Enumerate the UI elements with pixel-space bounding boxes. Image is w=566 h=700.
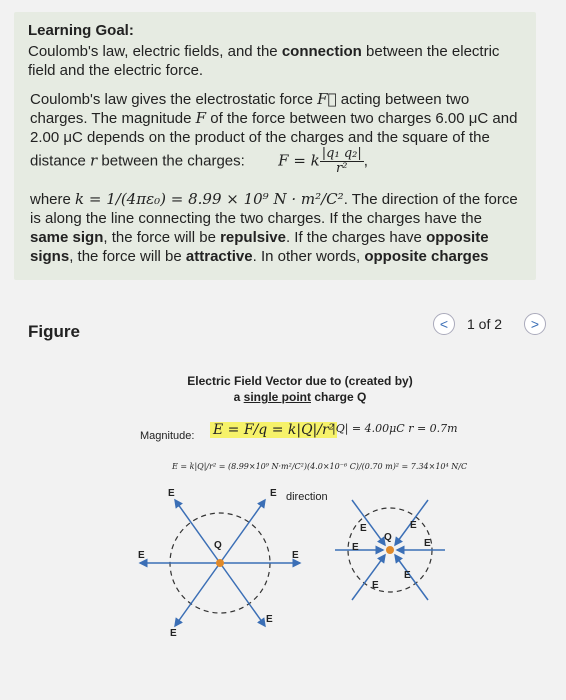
k-constant: k = 1/(4πε₀) = 8.99 × 10⁹ N · m²/C²: [75, 190, 344, 208]
charge-dot: [216, 559, 224, 567]
charge-value: |Q| = 4.00μC r = 0.7m: [332, 422, 458, 435]
text: . The direction of the force is along the line connecting the two charges. If the charges have the: [30, 191, 518, 227]
text: ,: [363, 152, 368, 170]
text: , the force will be: [69, 248, 186, 265]
text: Coulomb's law gives the electrostatic force: [30, 91, 318, 108]
q-label: Q: [384, 532, 392, 543]
e-label: E: [170, 628, 177, 639]
e-label: E: [404, 570, 411, 581]
bold-text: repulsive: [220, 229, 286, 246]
field-diagram: [110, 360, 490, 690]
bold-text: attractive: [185, 248, 253, 265]
text: where: [30, 191, 76, 208]
magnitude-label: Magnitude:: [140, 430, 195, 442]
force-symbol: F: [195, 109, 207, 127]
figure-image: [110, 360, 490, 690]
e-label: E: [410, 520, 417, 531]
positive-charge-diagram: [140, 500, 300, 626]
underlined-text: single point: [243, 390, 311, 404]
chevron-right-icon: >: [530, 316, 540, 332]
bold-text: same sign: [30, 229, 104, 246]
direction-paragraph: [30, 190, 524, 266]
fraction-numerator: |q₁ q₂|: [321, 146, 362, 161]
figure-header: Figure: [28, 322, 80, 341]
e-label: E: [168, 488, 175, 499]
distance-symbol: r: [90, 151, 98, 170]
text: . In other words,: [252, 248, 365, 265]
force-vector-symbol: F⃗: [317, 90, 337, 108]
coulomb-paragraph: [30, 90, 524, 176]
learning-goal-card: [14, 12, 536, 280]
e-label: E: [424, 538, 431, 549]
field-formula: E = F/q = k|Q|/r²: [210, 422, 337, 438]
e-label: E: [270, 488, 277, 499]
text: charge Q: [311, 390, 367, 404]
e-label: E: [360, 523, 367, 534]
goal-text-part: between the electric field and the electric force.: [28, 43, 500, 79]
goal-text-bold: connection: [281, 43, 362, 60]
goal-text-part: Coulomb's law, electric fields, and the: [28, 43, 282, 60]
text: between the charges:: [97, 152, 245, 170]
charge-dot: [386, 546, 394, 554]
e-label: E: [352, 542, 359, 553]
coulomb-fraction: [320, 147, 364, 176]
field-calculation: E = k|Q|/r² = (8.99×10⁹ N·m²/C²)(4.0×10⁻⁶ C)/(0.70 m)² = 7.34×10⁴ N/C: [172, 462, 468, 471]
e-label: E: [138, 550, 145, 561]
e-label: E: [372, 580, 379, 591]
direction-label: direction: [286, 491, 328, 503]
text: a: [233, 390, 244, 404]
coulomb-equation-lhs: F = k: [278, 151, 320, 170]
figure-page-count: 1 of 2: [467, 316, 503, 332]
text: acting between two charges. The magnitude: [30, 91, 470, 127]
text: , the force will be: [103, 229, 221, 246]
prev-figure-button[interactable]: [433, 313, 455, 335]
chevron-left-icon: <: [439, 316, 449, 332]
text: of the force between two charges 6.00 μC and 2.00 μC depends on the product of the charges and the square of the distance: [30, 110, 518, 170]
bold-text: opposite charges: [364, 248, 489, 265]
learning-goal-title: Learning Goal:: [28, 22, 134, 39]
e-label: E: [266, 614, 273, 625]
figure-title: Electric Field Vector due to (created by): [187, 374, 413, 388]
fraction-denominator: r²: [336, 161, 348, 176]
e-label: E: [292, 550, 299, 561]
bold-text: opposite signs: [30, 229, 489, 265]
next-figure-button[interactable]: [524, 313, 546, 335]
text: . If the charges have: [285, 229, 427, 246]
description-box: [30, 90, 524, 270]
learning-goal-text: [28, 42, 528, 80]
q-label: Q: [214, 540, 222, 551]
